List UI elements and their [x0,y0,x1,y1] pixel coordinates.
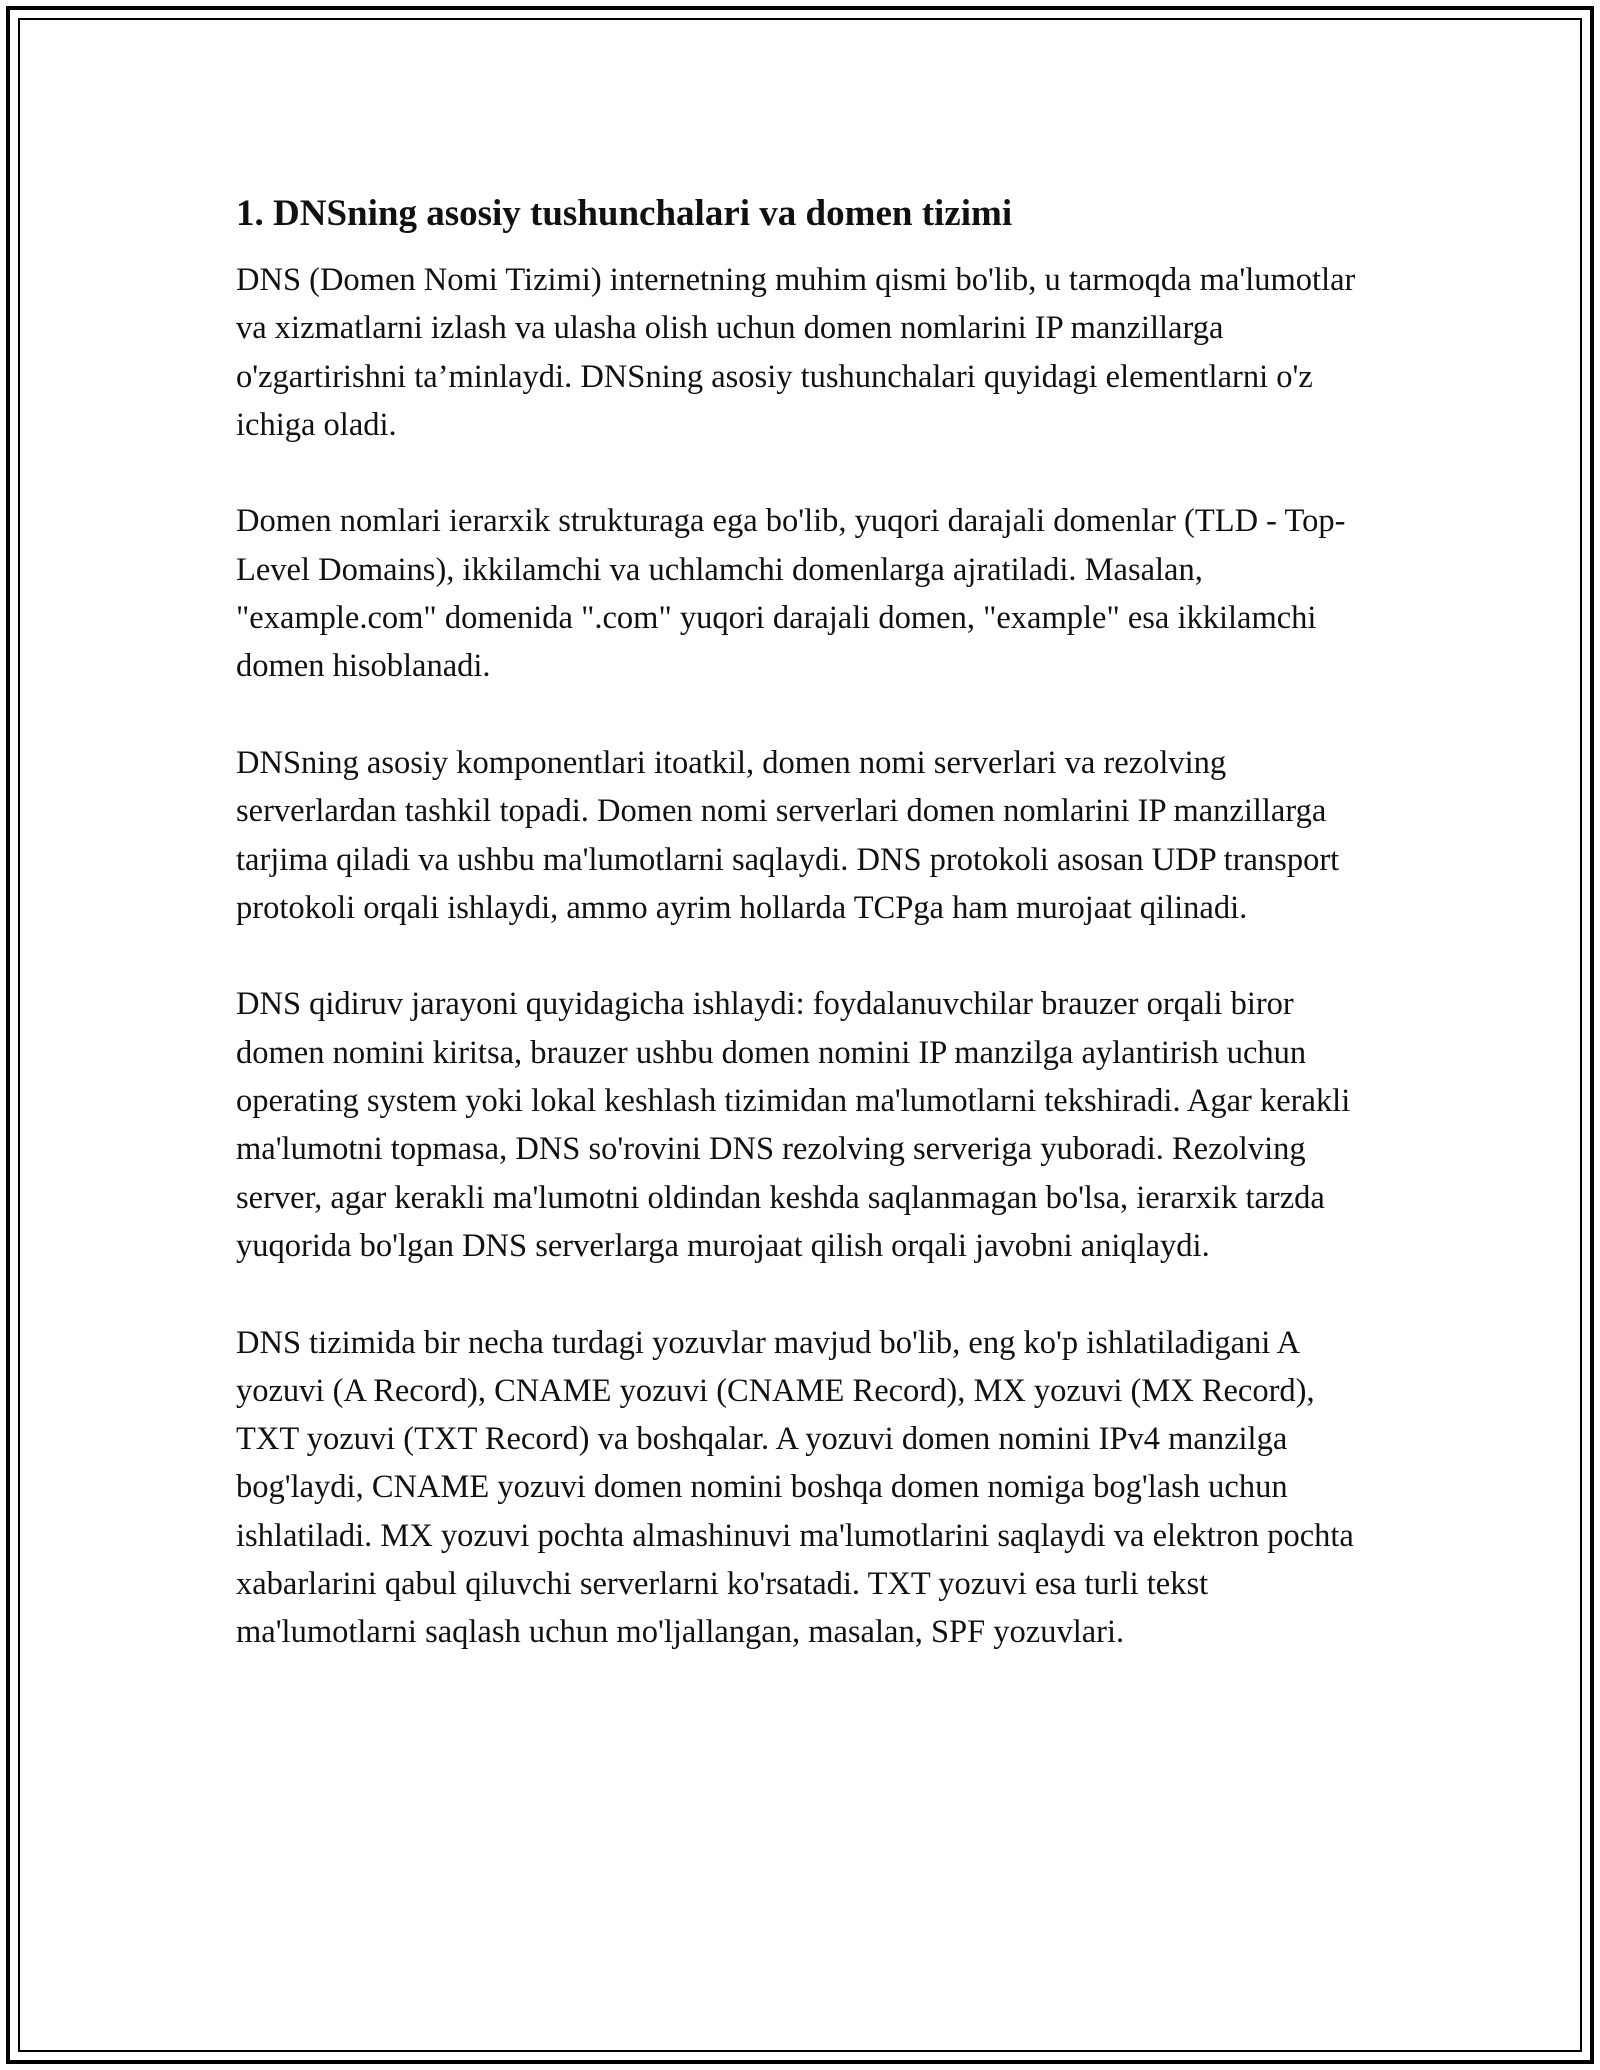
paragraph-dns-lookup: DNS qidiruv jarayoni quyidagicha ishlaydi: foydalanuvchilar brauzer orqali biror domen nomini kiritsa, brauzer ushbu domen nomini IP manzilga aylantirish uchun operating system yoki lokal keshlash tizimidan ma'lumotlarni tekshiradi. Agar kerakli ma'lumotni topmasa, DNS so'rovini DNS rezolving serveriga yuboradi. Rezolving server, agar kerakli ma'lumotni oldindan keshda saqlanmagan bo'lsa, ierarxik tarzda yuqorida bo'lgan DNS serverlarga murojaat qilish orqali javobni aniqlaydi. [236,986,1351,1264]
section-heading: 1. DNSning asosiy tushunchalari va domen tizimi [236,193,1013,234]
document-body [236,186,1376,1657]
paragraph-dns-components: DNSning asosiy komponentlari itoatkil, domen nomi serverlari va rezolving serverlardan tashkil topadi. Domen nomi serverlari domen nomlarini IP manzillarga tarjima qiladi va ushbu ma'lumotlarni saqlaydi. DNS protokoli asosan UDP transport protokoli orqali ishlaydi, ammo ayrim hollarda TCPga ham murojaat qilinadi. [236,744,1340,926]
paragraph-dns-intro: DNS (Domen Nomi Tizimi) internetning muhim qismi bo'lib, u tarmoqda ma'lumotlar va xizmatlarni izlash va ulasha olish uchun domen nomlarini IP manzillarga o'zgartirishni ta’minlaydi. DNSning asosiy tushunchalari quyidagi elementlarni o'z ichiga oladi. [236,262,1356,443]
paragraph-domain-hierarchy: Domen nomlari ierarxik strukturaga ega bo'lib, yuqori darajali domenlar (TLD - Top-Level Domains), ikkilamchi va uchlamchi domenlarga ajratiladi. Masalan, "example.com" domenida ".com" yuqori darajali domen, "example" esa ikkilamchi domen hisoblanadi. [236,503,1346,685]
paragraph-dns-records: DNS tizimida bir necha turdagi yozuvlar mavjud bo'lib, eng ko'p ishlatiladigani A yozuvi (A Record), CNAME yozuvi (CNAME Record), MX yozuvi (MX Record), TXT yozuvi (TXT Record) va boshqalar. A yozuvi domen nomini IPv4 manzilga bog'laydi, CNAME yozuvi domen nomini boshqa domen nomiga bog'lash uchun ishlatiladi. MX yozuvi pochta almashinuvi ma'lumotlarini saqlaydi va elektron pochta xabarlarini qabul qiluvchi serverlarni ko'rsatadi. TXT yozuvi esa turli tekst ma'lumotlarni saqlash uchun mo'ljallangan, masalan, SPF yozuvlari. [236,1324,1354,1651]
